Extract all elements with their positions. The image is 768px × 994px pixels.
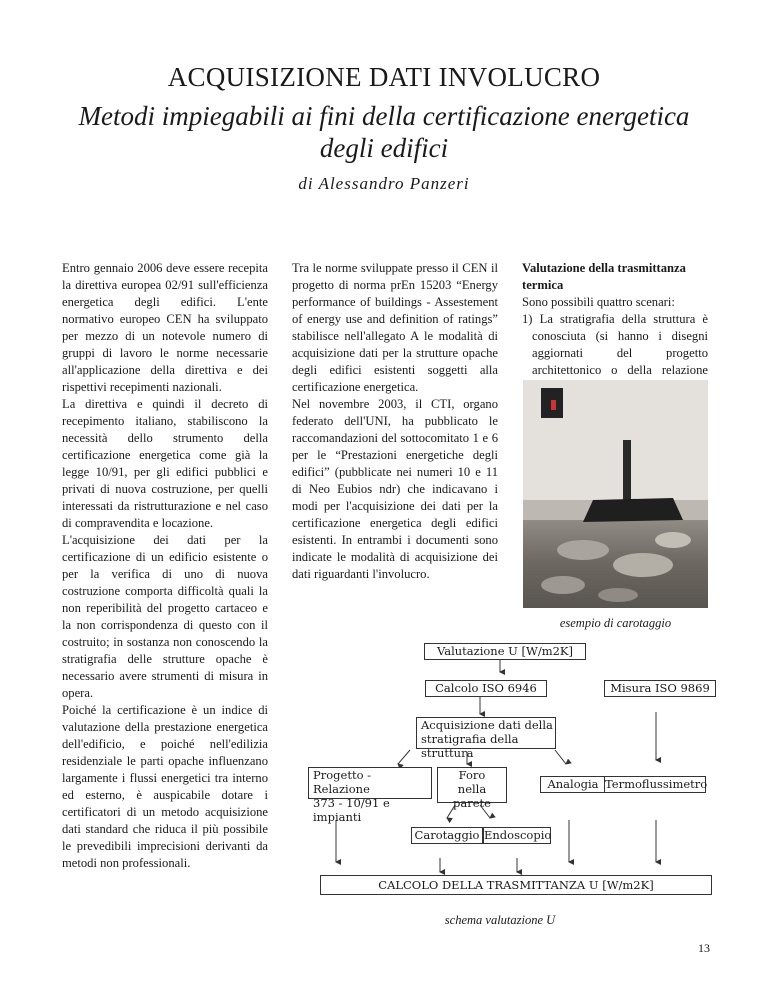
photo-caption: esempio di carotaggio	[559, 616, 672, 630]
diagram-acquisition-box	[416, 717, 556, 760]
proj-line-2: 373 - 10/91 e impianti	[313, 796, 390, 824]
col1-paragraph-1: Entro gennaio 2006 deve essere recepita la direttiva europea 02/91 sull'efficienza energetica degli edifici. L'ente normativo europeo CEN ha sviluppato per mezzo di un notevole numero di gruppi di lavoro le norme necessarie all'applicazione della direttiva e dei rispettivi recepimenti nazionali.	[62, 261, 268, 394]
article-title: ACQUISIZIONE DATI INVOLUCRO	[167, 62, 601, 92]
subtitle-line-1: Metodi impiegabili ai fini della certificazione energetica	[78, 101, 690, 131]
arrow-acq-analogy	[555, 750, 566, 764]
col2-paragraph-2: Nel novembre 2003, il CTI, organo federato dell'UNI, ha pubblicato le raccomandazioni del sottocomitato 1 e 6 per le “Prestazioni energetiche degli edifici” (pubblicate nei numeri 10 e 11 di Neo Eubios ndr) che indicavano i modi per l'acquisizione dei dati per la certificazione energetica degli edifici esistenti. In entrambi i documenti sono indicate le modalità di acquisizione dei dati riguardanti l'involucro.	[292, 397, 498, 581]
diagram-flux-box: Termoflussimetro	[605, 777, 708, 791]
diagram-endo-box: Endoscopio	[484, 828, 552, 842]
acq-line-1: Acquisizione dati della	[421, 718, 553, 732]
diagram-hole-box	[437, 767, 507, 810]
diagram-caption: schema valutazione U	[444, 913, 556, 927]
article-author: di Alessandro Panzeri	[298, 174, 470, 193]
diagram-measure-box: Misura ISO 9869	[604, 680, 716, 697]
diagram-analogy-box: Analogia	[540, 776, 606, 793]
diagram-core-box: Carotaggio	[411, 827, 483, 844]
col2-paragraph-1: Tra le norme sviluppate presso il CEN il progetto di norma prEn 15203 “Energy performance of buildings - Assestement of energy use and definition of ratings” stabilisce nell'allegato A le modalità di acquisizione dati per la strutture opache degli edifici esistenti soggetti alla certificazione energetica.	[292, 261, 498, 394]
col3-intro: Sono possibili quattro scenari:	[522, 295, 675, 309]
col1-paragraph-2: La direttiva e quindi il decreto di recepimento italiano, stabiliscono la necessità dello strumento della certificazione energetica come già la legge 10/91, per gli edifici pubblici e privati di nuova costruzione, per quelli interessati da ristrutturazione e nel caso di compravendita e locazione.	[62, 397, 268, 530]
diagram-result-box: CALCOLO DELLA TRASMITTANZA U [W/m2K]	[320, 875, 712, 895]
subtitle-line-2: degli edifici	[319, 133, 449, 163]
hole-line-1: Foro	[458, 768, 486, 782]
col1-paragraph-4: Poiché la certificazione è un indice di valutazione della prestazione energetica dell'edificio, e poiché nell'edilizia residenziale le parti opache influenzano largamente i flussi energetici tra interno ed esterno, è auspicabile dotare i certificatori di un metodo acquisizione dati standard che riduca il più possibile le prevedibili imprecisioni derivanti da metodi non professionali.	[62, 703, 268, 870]
acq-line-2: stratigrafia della struttura	[421, 732, 519, 760]
col1-paragraph-3: L'acquisizione dei dati per la certificazione di un edificio esistente o per la verifica di uno di nuova costruzione comporta difficoltà quali la non reperibilità del progetto cartaceo e la non corrispondenza di questo con il costruito; in sostanza non conoscendo la stratigrafia delle strutture opache è necessario avere strumenti di misura in opera.	[62, 533, 268, 700]
proj-line-1: Progetto - Relazione	[313, 768, 372, 796]
section-heading: Valutazione della trasmittanza termica	[522, 261, 686, 292]
col3-list-item-1: 1) La stratigrafia della struttura è conosciuta (si hanno i disegni aggiornati del progetto architettonico o della relazione	[522, 312, 708, 377]
diagram-root-box: Valutazione U [W/m2K]	[424, 643, 586, 660]
diagram-calc-box: Calcolo ISO 6946	[425, 680, 547, 697]
hole-line-2: nella parete	[453, 782, 491, 810]
arrow-acq-proj	[398, 750, 410, 764]
diagram-project-box	[308, 767, 432, 824]
page-number: 13	[698, 941, 710, 955]
